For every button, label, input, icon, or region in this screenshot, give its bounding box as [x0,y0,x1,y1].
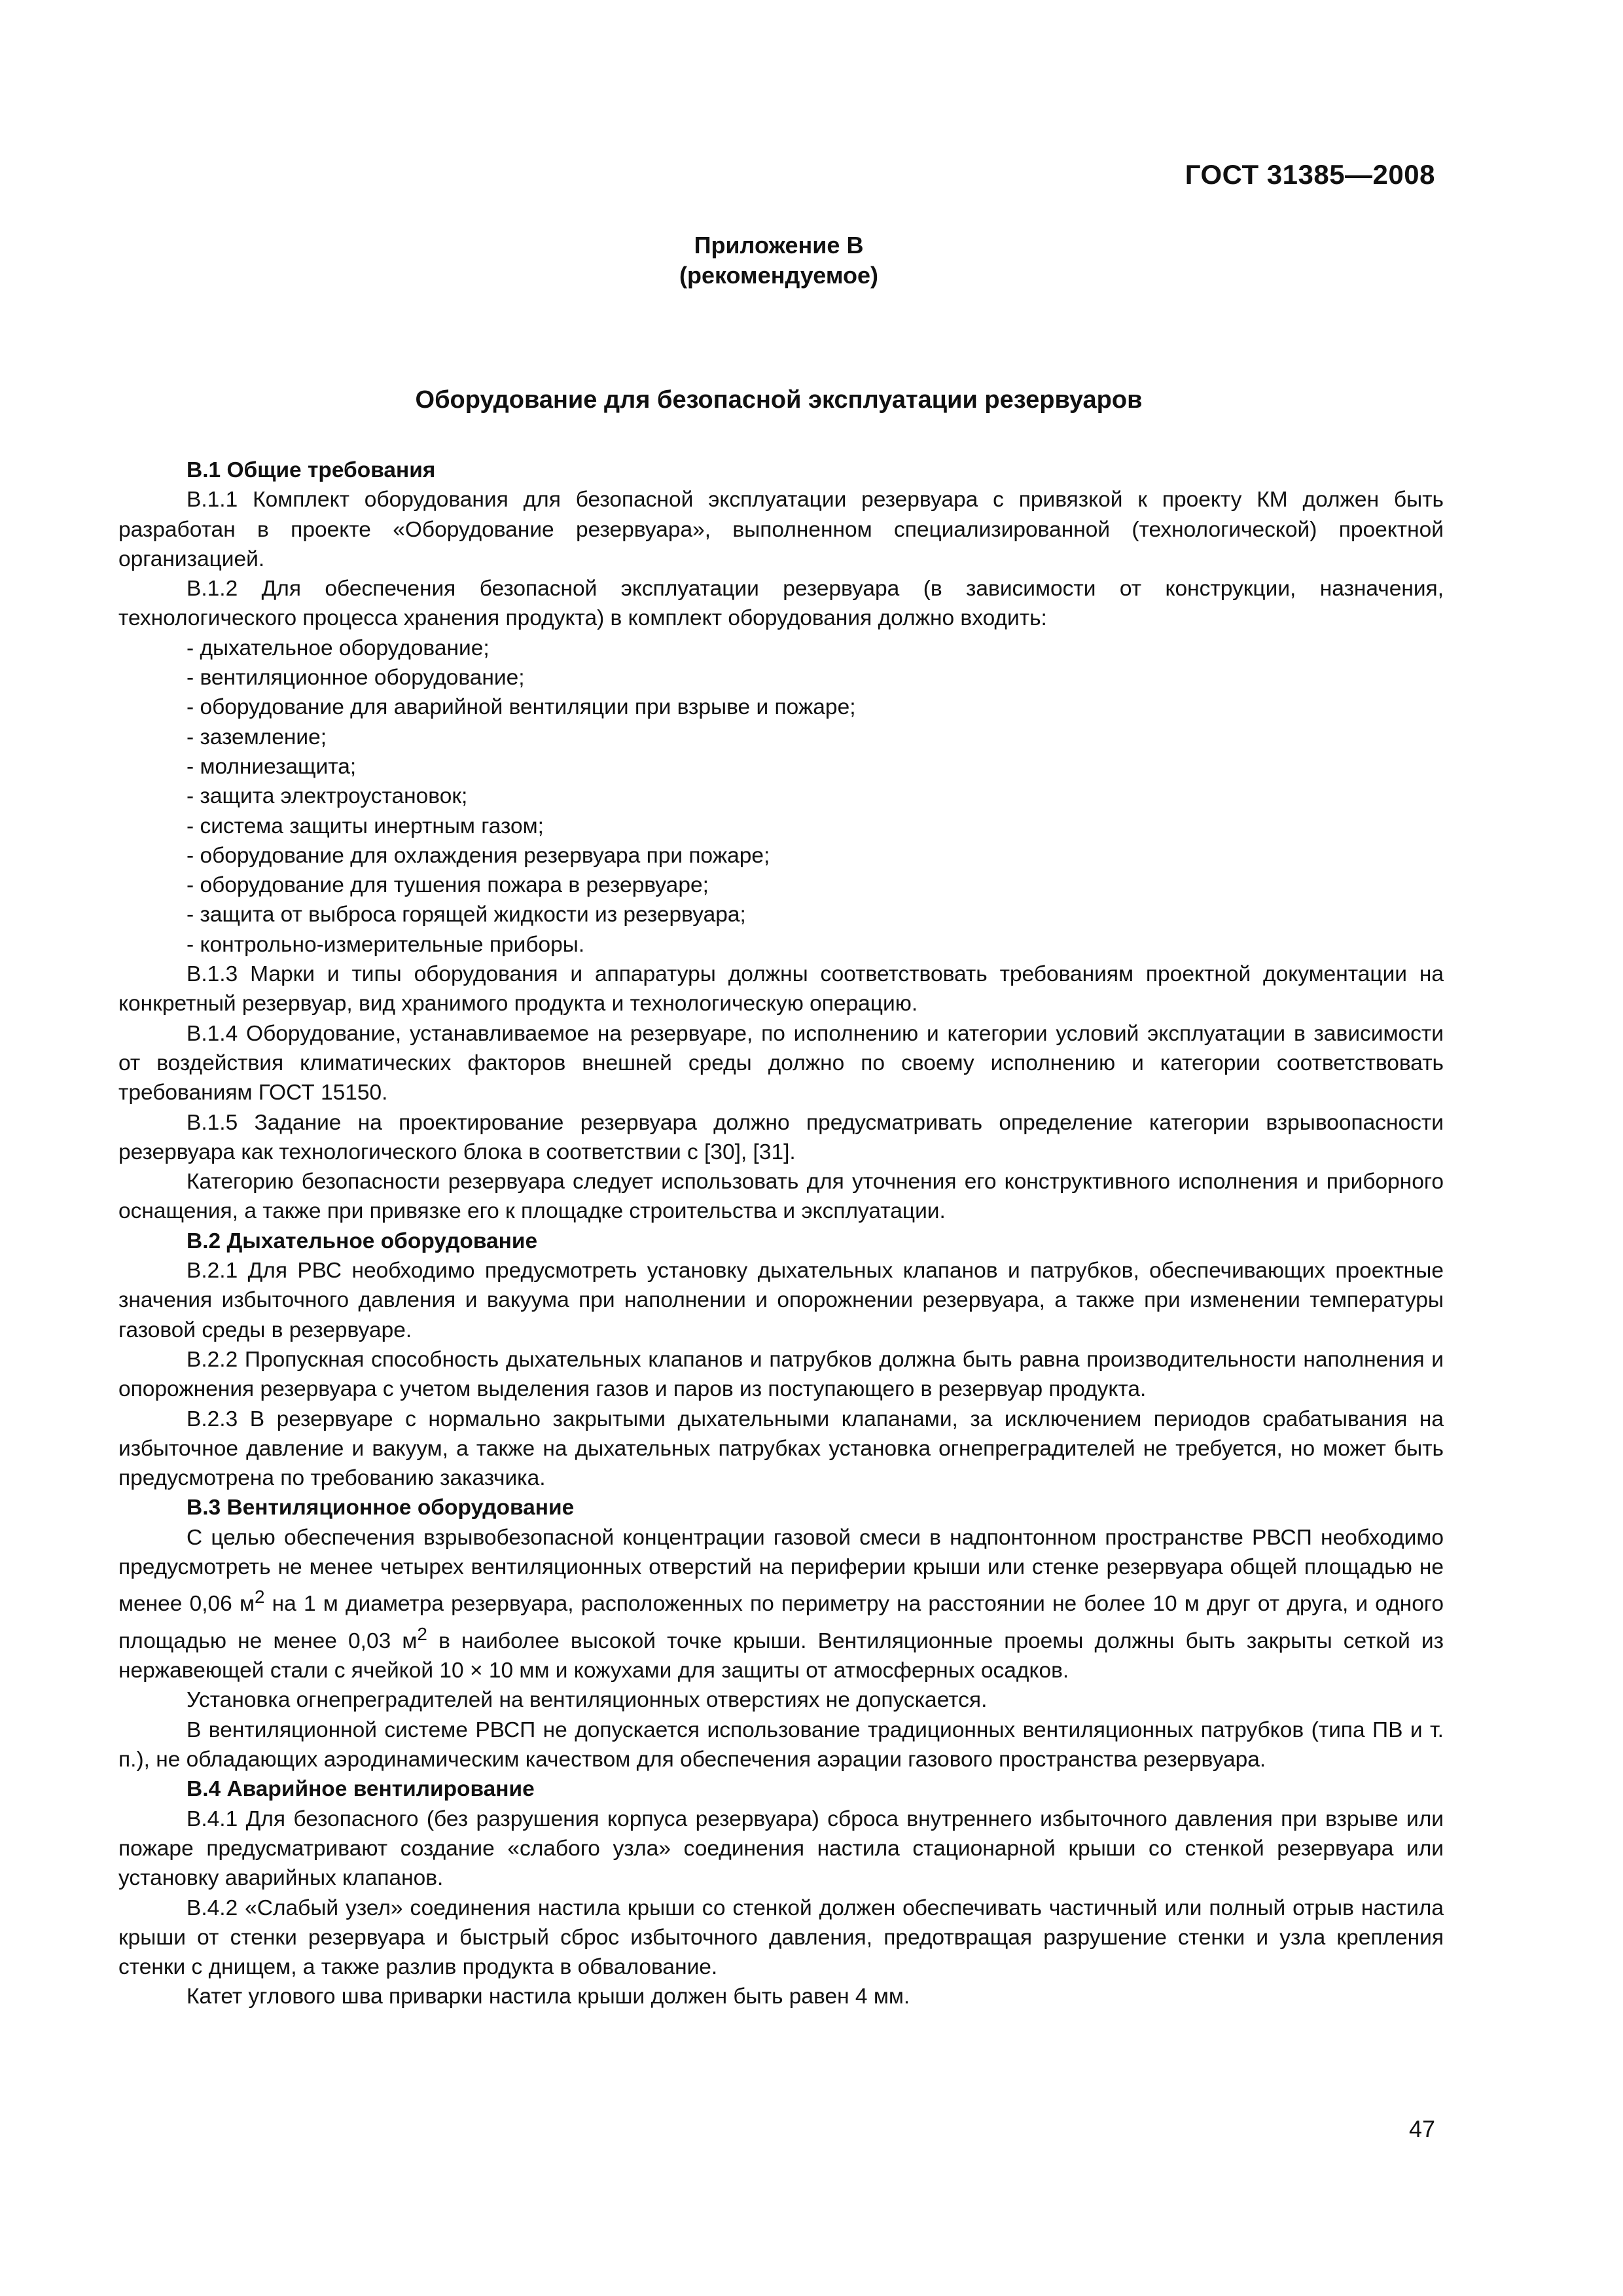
superscript: 2 [417,1623,427,1644]
list-item: - молниезащита; [187,754,357,779]
list-item: - оборудование для тушения пожара в резервуаре; [187,873,709,898]
superscript: 2 [254,1587,265,1607]
section-heading: В.3 Вентиляционное оборудование [187,1496,575,1520]
text-run: на 1 м диаметра резервуара, расположенных по периметру на расстоянии не более 10 м друг от друга, и одного площадью не менее 0,03 м [118,1592,1444,1653]
paragraph: В.2.2 Пропускная способность дыхательных клапанов и патрубков должна быть равна производительности наполнения и опорожнения резервуара с учетом выделения газов и паров из поступающего в резервуар продукта. [118,1347,1444,1402]
list-item: - вентиляционное оборудование; [187,666,525,691]
text-run: С целью обеспечения взрывобезопасной концентрации газовой смеси в надпонтонном пространстве РВСП необходимо предусмотреть не менее четырех вентиляционных отверстий на периферии крыши или стенке резервуара общей площадью не менее 0,06 м [118,1525,1444,1617]
appendix-heading [0,230,1558,291]
paragraph: В.1.5 Задание на проектирование резервуара должно предусматривать определение категории взрывоопасности резервуара как технологического блока в соответствии с [30], [31]. [118,1110,1444,1164]
list-item: - защита от выброса горящей жидкости из резервуара; [187,903,746,927]
paragraph: В.1.4 Оборудование, устанавливаемое на резервуаре, по исполнению и категории условий эксплуатации в зависимости от воздействия климатических факторов внешней среды должно по своему исполнению и категории соответствовать требованиям ГОСТ 15150. [118,1021,1444,1105]
list-item: - оборудование для аварийной вентиляции при взрыве и пожаре; [187,695,856,720]
paragraph: В.2.1 Для РВС необходимо предусмотреть установку дыхательных клапанов и патрубков, обеспечивающих проектные значения избыточного давления и вакуума при наполнении и опорожнении резервуара, а также при изменении температуры газовой среды в резервуаре. [118,1259,1444,1342]
list-item: - дыхательное оборудование; [187,636,490,660]
paragraph: Установка огнепреградителей на вентиляционных отверстиях не допускается. [187,1688,988,1713]
section-heading: В.4 Аварийное вентилирование [187,1777,535,1802]
paragraph: В вентиляционной системе РВСП не допускается использование традиционных вентиляционных патрубков (типа ПВ и т. п.), не обладающих аэродинамическим качеством для обеспечения аэрации газового пространства резервуара. [118,1717,1444,1772]
list-item: - заземление; [187,725,327,749]
list-item: - оборудование для охлаждения резервуара при пожаре; [187,843,770,868]
paragraph: В.1.3 Марки и типы оборудования и аппаратуры должны соответствовать требованиям проектной документации на конкретный резервуар, вид хранимого продукта и технологическую операцию. [118,962,1444,1016]
paragraph [118,1523,1444,1686]
paragraph: В.4.2 «Слабый узел» соединения настила крыши со стенкой должен обеспечивать частичный или полный отрыв настила крыши от стенки резервуара и быстрый сброс избыточного давления, предотвращая разрушение стенки и узла крепления стенки с днищем, а также разлив продукта в обвалование. [118,1895,1444,1980]
list-item: - защита электроустановок; [187,784,468,809]
document-body [118,456,1444,2012]
page-title: Оборудование для безопасной эксплуатации резервуаров [415,386,1143,414]
appendix-status: (рекомендуемое) [679,262,878,289]
list-item: - контрольно-измерительные приборы. [187,932,585,957]
page-number: 47 [1408,2115,1435,2142]
text-run: в наиболее высокой точке крыши. Вентиляционные проемы должны быть закрыты сеткой из нержавеющей стали с ячейкой 10 × 10 мм и кожухами для защиты от атмосферных осадков. [118,1628,1444,1683]
paragraph: В.1.1 Комплект оборудования для безопасной эксплуатации резервуара с привязкой к проекту КМ должен быть разработан в проекте «Оборудование резервуара», выполненном специализированной (технологической) проектной организацией. [118,488,1444,571]
list-item: - система защиты инертным газом; [187,814,544,838]
paragraph: Категорию безопасности резервуара следует использовать для уточнения его конструктивного исполнения и приборного оснащения, а также при привязке его к площадке строительства и эксплуатации. [118,1170,1444,1224]
paragraph: В.4.1 Для безопасного (без разрушения корпуса резервуара) сброса внутреннего избыточного давления при взрыве или пожаре предусматривают создание «слабого узла» соединения настила стационарной крыши со стенкой резервуара или установку аварийных клапанов. [118,1806,1444,1891]
paragraph: В.2.3 В резервуаре с нормально закрытыми дыхательными клапанами, за исключением периодов срабатывания на избыточное давление и вакуум, а также на дыхательных патрубках установка огнепреградителей не требуется, но может быть предусмотрена по требованию заказчика. [118,1407,1444,1491]
appendix-label: Приложение В [694,232,864,259]
paragraph: В.1.2 Для обеспечения безопасной эксплуатации резервуара (в зависимости от конструкции, назначения, технологического процесса хранения продукта) в комплект оборудования должно входить: [118,577,1444,631]
paragraph: Катет углового шва приварки настила крыши должен быть равен 4 мм. [187,1984,910,2009]
section-heading: В.2 Дыхательное оборудование [187,1229,538,1253]
section-heading: В.1 Общие требования [187,458,436,482]
standard-code: ГОСТ 31385—2008 [1185,159,1435,190]
